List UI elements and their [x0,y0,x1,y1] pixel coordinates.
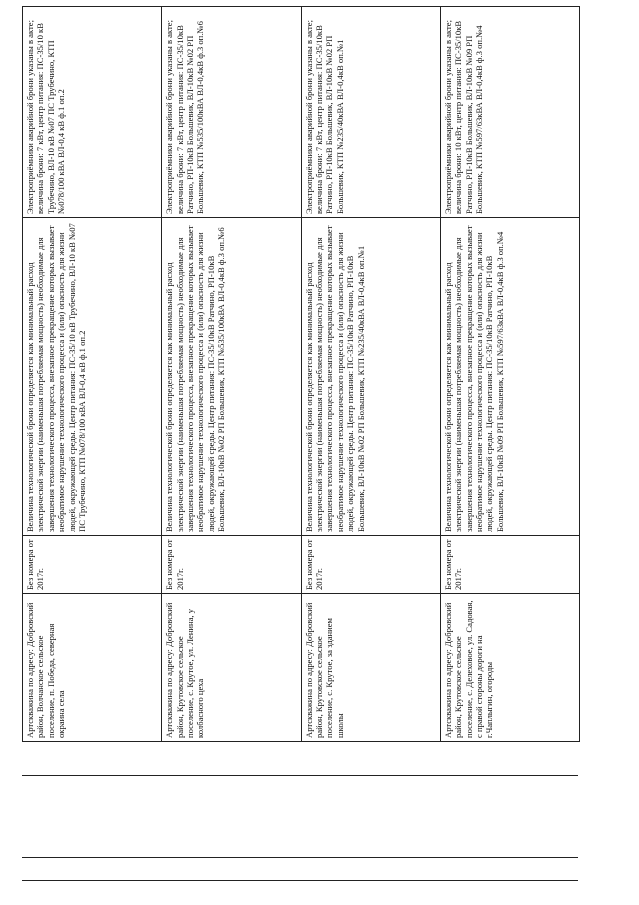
cell-number: Без номера от 2017г. [23,536,162,594]
cell-tech-armor: Величина технологической брони определяется как минимальный расход электрической энергии (наименьшая потребляемая мощность) необходимые для завершения технологического процесса, внезапное прекращение которых вызывает необратимое нарушение технологического процесса и (или) опасность для жизни людей, окружающей среды. Центр питания: ПС-35/10кВ Ратчино, РП-10кВ Большевик, ВЛ-10кВ №02 РП Большевик, КТП №235/40кВА ВЛ-0,4кВ оп.№1 [301,218,440,536]
cell-tech-armor: Величина технологической брони определяется как минимальный расход электрической энергии (наименьшая потребляемая мощность) необходимые для завершения технологического процесса, внезапное прекращение которых вызывает необратимое нарушение технологического процесса и (или) опасность для жизни людей, окружающей среды. Центр питания: ПС-35/10 кВ Трубечино, ВЛ-10 кВ №07 ПС Трубечино, КТП №078/100 кВА ВЛ-0,4 кВ ф.1 оп.2 [23,218,162,536]
cell-emergency-armor: Электроприёмники аварийной брони указаны в акте; величина брони: 7 кВт, центр питания: ПС-35/10 кВ Трубечино, ВЛ-10 кВ №07 ПС Трубечино, КТП №078/100 кВА ВЛ-0,4 кВ ф.1 оп.2 [23,7,162,218]
rule-line [22,775,578,776]
cell-number: Без номера от 2017г. [162,536,301,594]
rotated-table-container [22,7,580,742]
cell-number: Без номера от 2017г. [301,536,440,594]
table-row [162,7,301,742]
armor-table [22,6,580,742]
cell-emergency-armor: Электроприёмники аварийной брони указаны в акте; величина брони: 7 кВт, центр питания: ПС-35/10кВ Ратчино, РП-10кВ Большевик, ВЛ-10кВ №02 РП Большевик, КТП №235/40кВА ВЛ-0,4кВ оп.№1 [301,7,440,218]
cell-number: Без номера от 2017г. [440,536,579,594]
cell-location: Артскважина по адресу: Добровский район, Волчанское сельское поселение, п. Победа, северная окраина села [23,594,162,742]
cell-emergency-armor: Электроприёмники аварийной брони указаны в акте; величина брони: 10 кВт, центр питания: ПС-35/10кВ Ратчино, РП-10кВ Большевик, ВЛ-10кВ №09 РП Большевик, КТП №597/63кВА ВЛ-0,4кВ ф.3 оп.№4 [440,7,579,218]
cell-emergency-armor: Электроприёмники аварийной брони указаны в акте; величина брони: 7 кВт, центр питания: ПС-35/10кВ Ратчино, РП-10кВ Большевик, ВЛ-10кВ №02 РП Большевик, КТП №535/100кВА ВЛ-0,4кВ ф.3 оп.№6 [162,7,301,218]
rule-line [22,857,578,858]
cell-location: Артскважина по адресу: Добровский район, Крутовское сельское поселение, с. Крутое, за зданием школы [301,594,440,742]
cell-tech-armor: Величина технологической брони определяется как минимальный расход электрической энергии (наименьшая потребляемая мощность) необходимые для завершения технологического процесса, внезапное прекращение которых вызывает необратимое нарушение технологического процесса и (или) опасность для жизни людей, окружающей среды. Центр питания: ПС-35/10кВ Ратчино, РП-10кВ Большевик, ВЛ-10кВ №02 РП Большевик, КТП №535/100кВА ВЛ-0,4кВ ф.3 оп.№6 [162,218,301,536]
table-row [440,7,579,742]
cell-location: Артскважина по адресу: Добровский район, Крутовское сельское поселение, с. Делеховое, ул. Садовая, с правой стороны дороги на г.Чаплыгин, огороды [440,594,579,742]
cell-tech-armor: Величина технологической брони определяется как минимальный расход электрической энергии (наименьшая потребляемая мощность) необходимые для завершения технологического процесса, внезапное прекращение которых вызывает необратимое нарушение технологического процесса и (или) опасность для жизни людей, окружающей среды. Центр питания: ПС-35/10кВ Ратчино, РП-10кВ Большевик, ВЛ-10кВ №09 РП Большевик, КТП №597/63кВА ВЛ-0,4кВ ф.3 оп.№4 [440,218,579,536]
table-row [23,7,162,742]
table-row [301,7,440,742]
rule-line [22,880,578,881]
cell-location: Артскважина по адресу: Добровский район, Крутовское сельское поселение, с. Крутое, ул. Ленина, у колбасного цеха [162,594,301,742]
